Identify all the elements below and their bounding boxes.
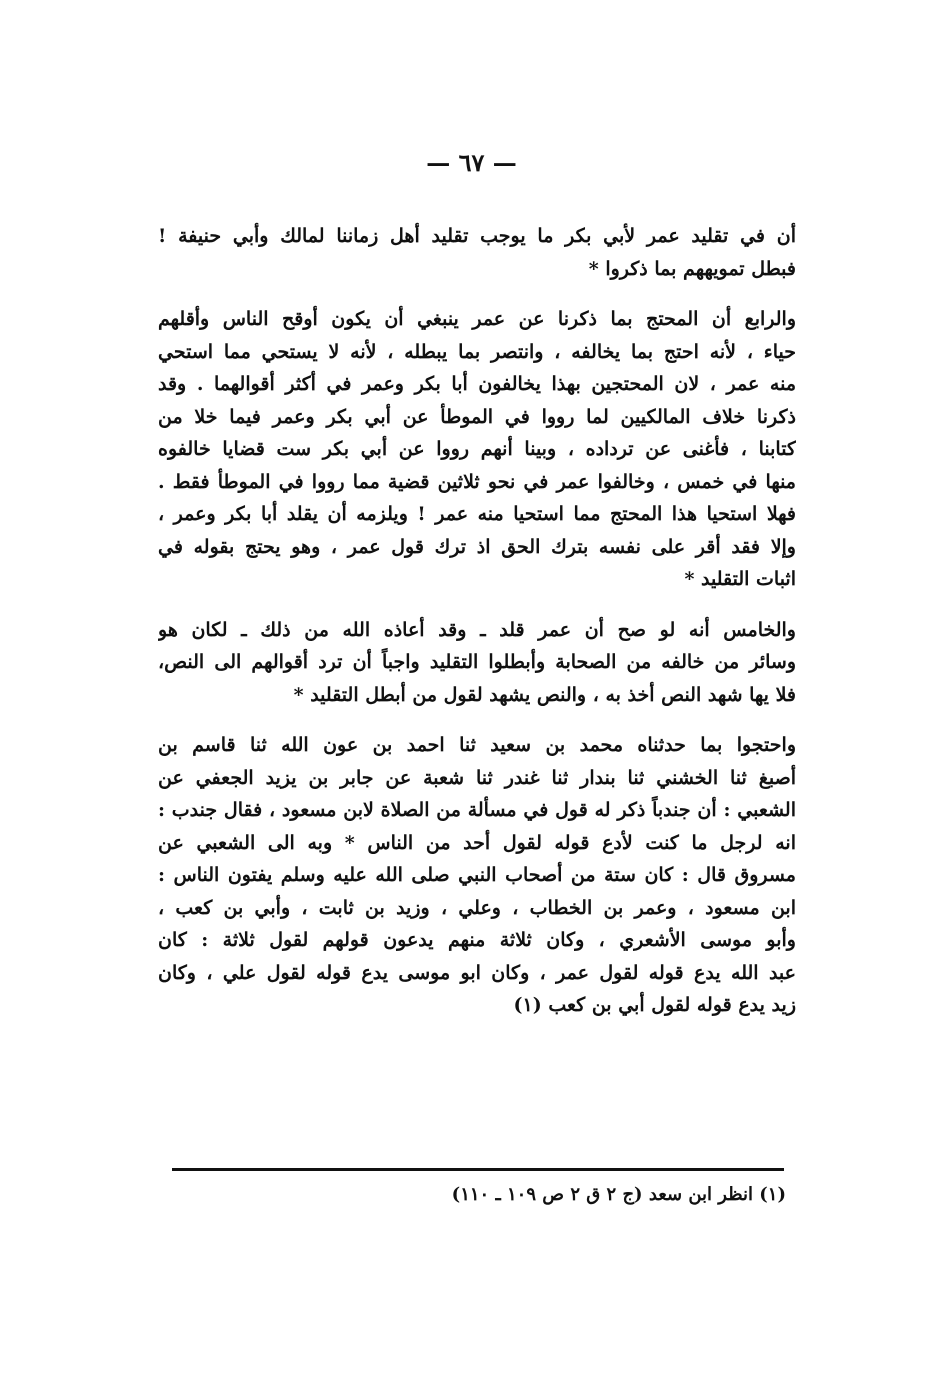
text-line: وإلا فقد أقر على نفسه بترك الحق اذ ترك قول عمر ، وهو يحتج بقوله في [158, 535, 796, 558]
text-line: زيد يدع قوله لقول أبي بن كعب (١) [513, 994, 796, 1016]
text-line: وأبو موسى الأشعري ، وكان ثلاثة منهم يدعون قولهم لقول ثلاثة : كان [158, 929, 796, 951]
paragraph-1 [158, 220, 796, 285]
text-line: والخامس أنه لو صح أن عمر قلد ـ وقد أعاذه الله من ذلك ـ لكان هو [158, 618, 796, 641]
text-line: أصبغ ثنا الخشني ثنا بندار ثنا غندر ثنا شعبة عن جابر بن يزيد الجعفي عن [158, 766, 796, 789]
text-line: انه لرجل ما كنت لأدع قوله لقول أحد من الناس * وبه الى الشعبي عن [158, 831, 796, 854]
text-line: فهلا استحيا هذا المحتج مما استحيا منه عمر ! ويلزمه أن يقلد أبا بكر وعمر ، [158, 503, 796, 525]
text-line: فلا يها شهد النص أخذ به ، والنص يشهد لقول من أبطل التقليد * [293, 683, 796, 706]
text-line: واحتجوا بما حدثناه محمد بن سعيد ثنا احمد بن عون الله ثنا قاسم بن [158, 734, 796, 756]
text-line: ابن مسعود ، وعمر بن الخطاب ، وعلي ، وزيد بن ثابت ، وأبي بن كعب ، [158, 896, 796, 919]
text-line: والرابع أن المحتج بما ذكرنا عن عمر ينبغي أن يكون أوقح الناس وأقلهم [158, 308, 796, 330]
text-line: عبد الله يدع قوله لقول عمر ، وكان ابو موسى يدع قوله لقول علي ، وكان [158, 961, 796, 984]
text-line: وسائر من خالفه من الصحابة وأبطلوا التقليد واجباً أن ترد أقوالهم الى النص، [158, 651, 796, 673]
text-line: حياء ، لأنه احتج بما يخالفه ، وانتصر بما يبطله ، لأنه لا يستحي مما استحي [158, 340, 796, 363]
footnote-divider [172, 1168, 784, 1171]
text-line: الشعبي : أن جندباً ذكر له قول في مسألة من الصلاة لابن مسعود ، فقال جندب : [158, 799, 796, 821]
text-line: مسروق قال : كان ستة من أصحاب النبي صلى الله عليه وسلم يفتون الناس : [158, 864, 796, 886]
footnote: (١) انظر ابن سعد (ج ٢ ق ٢ ص ١٠٩ ـ ١١٠) [451, 1184, 786, 1205]
paragraph-2 [158, 303, 796, 596]
text-line: كتابنا ، فأغنى عن ترداده ، وبينا أنهم رووا عن أبي بكر ست قضايا خالفوه [158, 438, 796, 460]
text-line: ذكرنا خلاف المالكيين لما رووا في الموطأ عن أبي بكر وعمر فيما خلا من [158, 405, 796, 428]
text-line: أن في تقليد عمر لأبي بكر ما يوجب تقليد أهل زماننا لمالك وأبي حنيفة ! [158, 225, 796, 247]
paragraph-4 [158, 729, 796, 1022]
text-line: منها في خمس ، وخالفوا عمر في نحو ثلاثين قضية مما رووا في الموطأ فقط . [158, 470, 796, 493]
page-number: — ٦٧ — [426, 148, 517, 177]
main-text [158, 220, 796, 1040]
text-line: اثبات التقليد * [684, 568, 796, 590]
text-line: منه عمر ، لان المحتجين بهذا يخالفون أبا بكر وعمر في أكثر أقوالهما . وقد [158, 373, 796, 395]
paragraph-3 [158, 614, 796, 712]
text-line: فبطل تمويههم بما ذكروا * [588, 257, 796, 280]
